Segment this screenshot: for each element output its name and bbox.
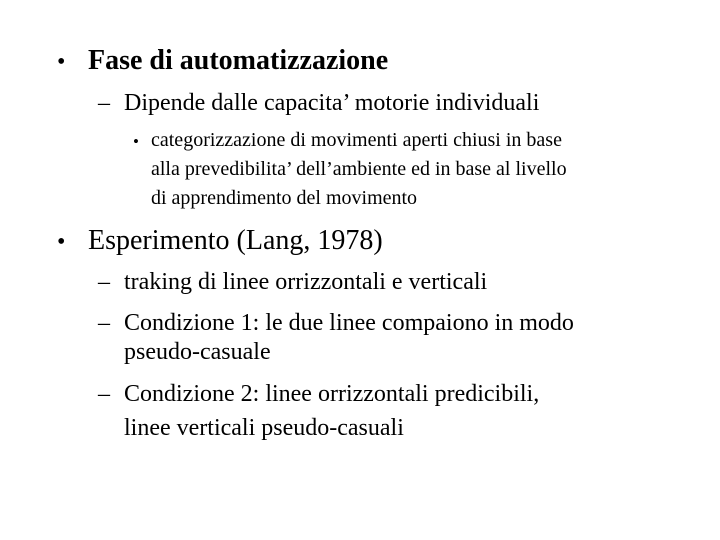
subitem-2-3-line-1: Condizione 2: linee orrizzontali predicibili, [124, 381, 540, 407]
subitem-1-1-1-line-1: categorizzazione di movimenti aperti chiusi in base [151, 129, 562, 151]
subitem-2-2-line-2: pseudo-casuale [124, 339, 271, 365]
heading-1: Fase di automatizzazione [88, 45, 389, 76]
subitem-dash-4: – [98, 381, 110, 407]
subitem-2-3-line-2: linee verticali pseudo-casuali [124, 415, 404, 441]
subitem-1-1: Dipende dalle capacita’ motorie individuali [124, 90, 540, 116]
bullet-1: • [57, 49, 66, 75]
subitem-2-1: traking di linee orrizzontali e verticali [124, 269, 488, 295]
subitem-dash-3: – [98, 310, 110, 336]
bullet-3: • [57, 229, 66, 255]
subitem-1-1-1-line-3: di apprendimento del movimento [151, 187, 418, 209]
bullet-2-level3: • [133, 132, 139, 151]
heading-2: Esperimento (Lang, 1978) [88, 225, 383, 256]
subitem-2-2-line-1: Condizione 1: le due linee compaiono in modo [124, 310, 574, 336]
subitem-dash-2: – [98, 269, 110, 295]
subitem-1-1-1-line-2: alla prevedibilita’ dell’ambiente ed in base al livello [151, 158, 567, 180]
subitem-dash-1: – [98, 90, 110, 116]
